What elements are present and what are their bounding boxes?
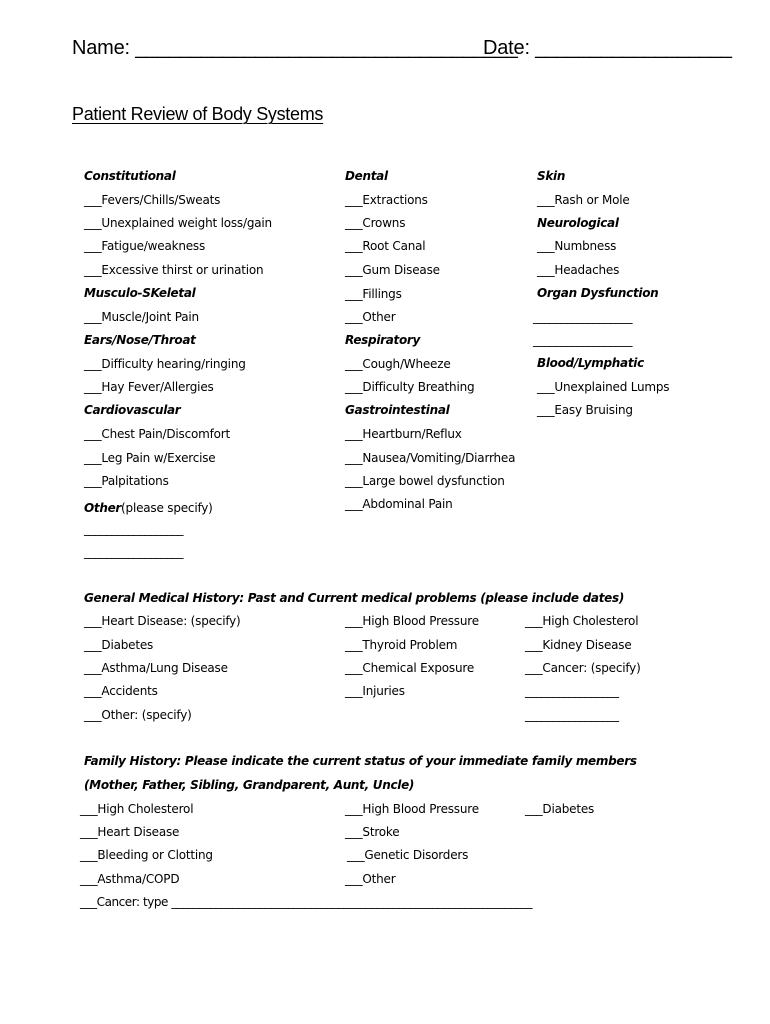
other-blank-line[interactable]: __________________ <box>84 522 183 536</box>
checkbox-item[interactable]: ___Other <box>345 872 396 886</box>
date-field[interactable]: Date: __________________ <box>483 37 732 59</box>
checkbox-item[interactable]: ___Heart Disease: (specify) <box>84 614 241 628</box>
section-skin: Skin <box>537 169 566 183</box>
family-history-subheading: (Mother, Father, Sibling, Grandparent, Aunt, Uncle) <box>84 778 415 792</box>
section-blood-lymphatic: Blood/Lymphatic <box>537 356 644 370</box>
section-organ-dysfunction: Organ Dysfunction <box>537 286 659 300</box>
checkbox-item[interactable]: ___Stroke <box>345 825 400 839</box>
checkbox-item[interactable]: ___High Blood Pressure <box>345 614 479 628</box>
organ-blank-line[interactable]: __________________ <box>533 333 632 347</box>
family-history-heading: Family History: Please indicate the current status of your immediate family members <box>84 754 637 768</box>
checkbox-item[interactable]: ___Diabetes <box>525 802 595 816</box>
checkbox-item[interactable]: ___Headaches <box>537 263 620 277</box>
checkbox-item[interactable]: ___Thyroid Problem <box>345 638 458 652</box>
checkbox-item[interactable]: ___Crowns <box>345 216 406 230</box>
checkbox-item[interactable]: ___Cough/Wheeze <box>345 357 451 371</box>
checkbox-item[interactable]: ___Root Canal <box>345 239 426 253</box>
page-title-text: Patient Review of Body Systems <box>72 104 324 124</box>
checkbox-item[interactable]: ___Asthma/COPD <box>80 872 180 886</box>
section-respiratory: Respiratory <box>345 333 421 347</box>
section-musculo-skeletal: Musculo-SKeletal <box>84 286 196 300</box>
checkbox-item[interactable]: ___High Blood Pressure <box>345 802 479 816</box>
checkbox-item[interactable]: ___Fevers/Chills/Sweats <box>84 193 221 207</box>
checkbox-item[interactable]: ___Large bowel dysfunction <box>345 474 505 488</box>
checkbox-item[interactable]: ___High Cholesterol <box>525 614 639 628</box>
checkbox-item[interactable]: ___High Cholesterol <box>80 802 194 816</box>
name-field[interactable]: Name: ___________________________________ <box>72 37 518 59</box>
medical-history-heading: General Medical History: Past and Current medical problems (please include dates) <box>84 591 624 605</box>
checkbox-item[interactable]: ___Unexplained weight loss/gain <box>84 216 272 230</box>
cancer-blank-line[interactable]: _________________ <box>525 708 619 722</box>
checkbox-item[interactable]: ___Difficulty Breathing <box>345 380 475 394</box>
checkbox-item[interactable]: ___Bleeding or Clotting <box>80 848 213 862</box>
checkbox-item[interactable]: ___Nausea/Vomiting/Diarrhea <box>345 451 516 465</box>
page-title <box>72 104 323 125</box>
checkbox-item[interactable]: ___Asthma/Lung Disease <box>84 661 228 675</box>
checkbox-item[interactable]: ___Cancer: (specify) <box>525 661 641 675</box>
section-dental: Dental <box>345 169 388 183</box>
checkbox-item[interactable]: ___Unexplained Lumps <box>537 380 670 394</box>
section-constitutional: Constitutional <box>84 169 176 183</box>
other-label: Other <box>84 501 122 515</box>
other-note: (please specify) <box>121 501 213 515</box>
checkbox-item[interactable]: ___Leg Pain w/Exercise <box>84 451 216 465</box>
checkbox-item[interactable]: ___Extractions <box>345 193 428 207</box>
checkbox-item[interactable]: ___Heartburn/Reflux <box>345 427 462 441</box>
cancer-blank-line[interactable]: _________________ <box>525 684 619 698</box>
checkbox-item[interactable]: ___Heart Disease <box>80 825 180 839</box>
checkbox-item[interactable]: ___Palpitations <box>84 474 169 488</box>
checkbox-item[interactable]: ___Chest Pain/Discomfort <box>84 427 231 441</box>
checkbox-item[interactable]: ___Easy Bruising <box>537 403 633 417</box>
checkbox-item[interactable]: ___Gum Disease <box>345 263 440 277</box>
checkbox-item[interactable]: ___Muscle/Joint Pain <box>84 310 199 324</box>
checkbox-item[interactable]: ___Fillings <box>345 287 402 301</box>
checkbox-item[interactable]: ___Excessive thirst or urination <box>84 263 264 277</box>
section-gastrointestinal: Gastrointestinal <box>345 403 450 417</box>
checkbox-item[interactable]: ___Rash or Mole <box>537 193 630 207</box>
section-ears-nose-throat: Ears/Nose/Throat <box>84 333 196 347</box>
checkbox-item[interactable]: ___Chemical Exposure <box>345 661 475 675</box>
section-cardiovascular: Cardiovascular <box>84 403 181 417</box>
checkbox-item[interactable]: ___Difficulty hearing/ringing <box>84 357 246 371</box>
other-specify-line <box>84 497 213 516</box>
checkbox-item[interactable]: ___Numbness <box>537 239 617 253</box>
other-blank-line[interactable]: __________________ <box>84 545 183 559</box>
checkbox-item[interactable]: ___Diabetes <box>84 638 154 652</box>
checkbox-item[interactable]: ___Abdominal Pain <box>345 497 453 511</box>
checkbox-item[interactable]: ___Genetic Disorders <box>347 848 469 862</box>
checkbox-item[interactable]: ___Accidents <box>84 684 158 698</box>
section-neurological: Neurological <box>537 216 619 230</box>
organ-blank-line[interactable]: __________________ <box>533 310 632 324</box>
checkbox-item[interactable]: ___Kidney Disease <box>525 638 632 652</box>
checkbox-item[interactable]: ___Fatigue/weakness <box>84 239 206 253</box>
checkbox-item[interactable]: ___Hay Fever/Allergies <box>84 380 214 394</box>
cancer-type-field[interactable]: ___Cancer: type _________________________________________________________________ <box>80 895 533 909</box>
checkbox-item[interactable]: ___Injuries <box>345 684 405 698</box>
checkbox-item[interactable]: ___Other <box>345 310 396 324</box>
checkbox-item[interactable]: ___Other: (specify) <box>84 708 192 722</box>
